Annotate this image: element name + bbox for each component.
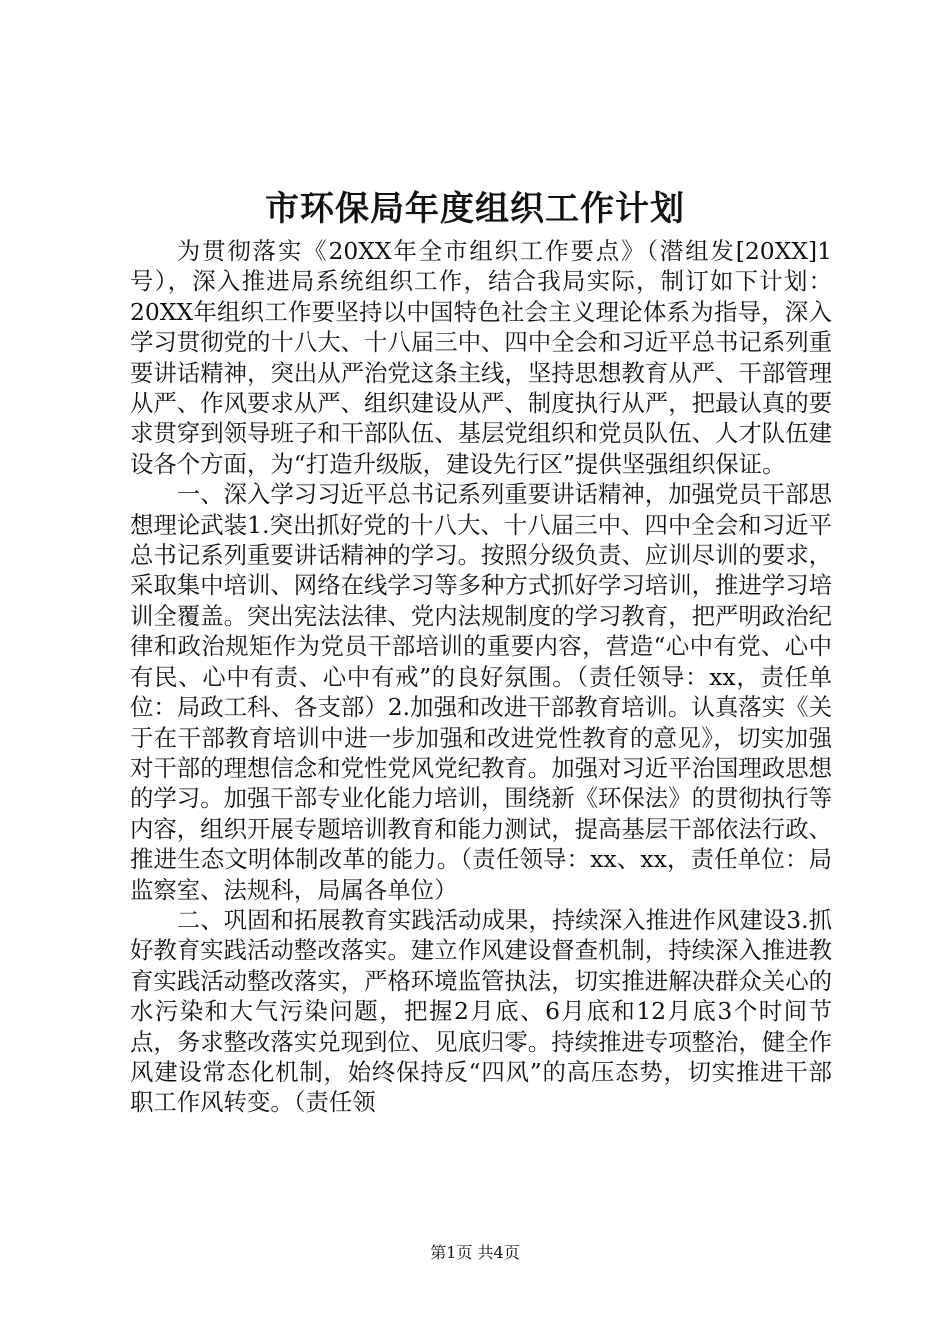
paragraph-intro: 为贯彻落实《20XX年全市组织工作要点》（潜组发[20XX]1号），深入推进局系统组织工作，结合我局实际，制订如下计划：20XX年组织工作要坚持以中国特色社会主义理论体系为指导，深入学习贯彻党的十八大、十八届三中、四中全会和习近平总书记系列重要讲话精神，突出从严治党这条主线，坚持思想教育从严、干部管理从严、作风要求从严、组织建设从严、制度执行从严，把最认真的要求贯穿到领导班子和干部队伍、基层党组织和党员队伍、人才队伍建设各个方面，为“打造升级版，建设先行区”提供坚强组织保证。: [130, 237, 832, 478]
page-number-footer: 第1页 共4页: [430, 1243, 520, 1262]
document-body: [130, 236, 832, 1118]
paragraph-section-two: 二、巩固和拓展教育实践活动成果，持续深入推进作风建设3.抓好教育实践活动整改落实。建立作风建设督查机制，持续深入推进教育实践活动整改落实，严格环境监管执法，切实推进解决群众关心的水污染和大气污染问题，把握2月底、6月底和12月底3个时间节点，务求整改落实兑现到位、见底归零。持续推进专项整治，健全作风建设常态化机制，始终保持反“四风”的高压态势，切实推进干部职工作风转变。（责任领: [130, 905, 832, 1117]
document-title: 市环保局年度组织工作计划: [265, 189, 685, 229]
paragraph-section-one: 一、深入学习习近平总书记系列重要讲话精神，加强党员干部思想理论武装1.突出抓好党的十八大、十八届三中、四中全会和习近平总书记系列重要讲话精神的学习。按照分级负责、应训尽训的要求，采取集中培训、网络在线学习等多种方式抓好学习培训，推进学习培训全覆盖。突出宪法法律、党内法规制度的学习教育，把严明政治纪律和政治规矩作为党员干部培训的重要内容，营造“心中有党、心中有民、心中有责、心中有戒”的良好氛围。（责任领导：xx，责任单位：局政工科、各支部）2.加强和改进干部教育培训。认真落实《关于在干部教育培训中进一步加强和改进党性教育的意见》，切实加强对干部的理想信念和党性党风党纪教育。加强对习近平治国理政思想的学习。加强干部专业化能力培训，围绕新《环保法》的贯彻执行等内容，组织开展专题培训教育和能力测试，提高基层干部依法行政、推进生态文明体制改革的能力。（责任领导：xx、xx，责任单位：局监察室、法规科，局属各单位）: [130, 480, 832, 904]
